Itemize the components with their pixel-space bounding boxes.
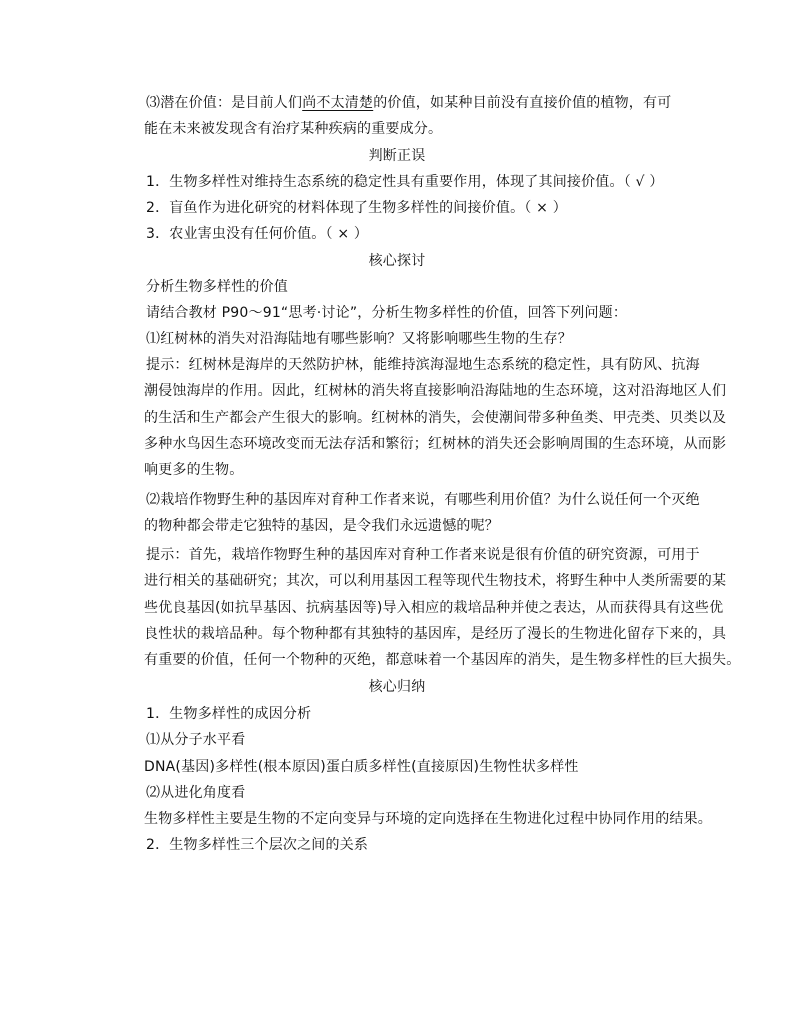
answer-blank: 尚不太清楚 — [302, 95, 374, 111]
explore-topic: 分析生物多样性的价值 — [146, 279, 288, 295]
summary-sub-2: ⑵从进化角度看 — [146, 785, 246, 801]
answer-2-line-1: 提示：首先，栽培作物野生种的基因库对育种工作者来说是很有价值的研究资源，可用于 — [146, 547, 700, 563]
potential-value-line-2: 能在未来被发现含有治疗某种疾病的重要成分。 — [144, 121, 443, 137]
evolution-statement: 生物多样性主要是生物的不定向变异与环境的定向选择在生物进化过程中协同作用的结果。 — [144, 811, 712, 827]
judge-item-3: 3．农业害虫没有任何价值。（ × ） — [146, 226, 369, 242]
summary-heading: 核心归纳 — [368, 679, 426, 695]
potential-value-line-1 — [146, 93, 671, 113]
question-2-line-1: ⑵栽培作物野生种的基因库对育种工作者来说，有哪些利用价值？为什么说任何一个灭绝 — [146, 492, 700, 508]
answer-1-line-2: 潮侵蚀海岸的作用。因此，红树林的消失将直接影响沿海陆地的生态环境，这对沿海地区人们 — [144, 383, 727, 399]
potential-value-prefix: ⑶潜在价值：是目前人们 — [146, 95, 303, 111]
judge-item-2: 2．盲鱼作为进化研究的材料体现了生物多样性的间接价值。（ × ） — [146, 200, 567, 216]
answer-1-line-5: 响更多的生物。 — [144, 462, 244, 478]
summary-sub-1: ⑴从分子水平看 — [146, 732, 246, 748]
explore-intro: 请结合教材 P90～91“思考·讨论”，分析生物多样性的价值，回答下列问题： — [146, 305, 628, 321]
question-2-line-2: 的物种都会带走它独特的基因，是令我们永远遗憾的呢？ — [144, 518, 499, 534]
question-1: ⑴红树林的消失对沿海陆地有哪些影响？又将影响哪些生物的生存？ — [146, 331, 572, 347]
answer-1-line-3: 的生活和生产都会产生很大的影响。红树林的消失，会使潮间带多种鱼类、甲壳类、贝类以及 — [144, 410, 727, 426]
potential-value-suffix: 的价值，如某种目前没有直接价值的植物，有可 — [373, 95, 672, 111]
molecular-chain: DNA(基因)多样性(根本原因)蛋白质多样性(直接原因)生物性状多样性 — [144, 759, 579, 775]
summary-item-2: 2．生物多样性三个层次之间的关系 — [146, 837, 369, 853]
answer-1-line-1: 提示：红树林是海岸的天然防护林，能维持滨海湿地生态系统的稳定性，具有防风、抗海 — [146, 357, 700, 373]
answer-2-line-4: 良性状的栽培品种。每个物种都有其独特的基因库，是经历了漫长的生物进化留存下来的，具 — [144, 626, 727, 642]
judge-heading: 判断正误 — [368, 148, 426, 164]
answer-2-line-5: 有重要的价值，任何一个物种的灭绝，都意味着一个基因库的消失，是生物多样性的巨大损失。 — [144, 652, 741, 668]
summary-item-1: 1．生物多样性的成因分析 — [146, 706, 312, 722]
judge-item-1: 1．生物多样性对维持生态系统的稳定性具有重要作用，体现了其间接价值。（ √ ） — [146, 174, 664, 190]
explore-heading: 核心探讨 — [368, 253, 426, 269]
answer-2-line-3: 些优良基因(如抗旱基因、抗病基因等)导入相应的栽培品种并使之表达，从而获得具有这些优 — [144, 600, 724, 616]
answer-2-line-2: 进行相关的基础研究；其次，可以利用基因工程等现代生物技术，将野生种中人类所需要的某 — [144, 573, 727, 589]
answer-1-line-4: 多种水鸟因生态环境改变而无法存活和繁衍；红树林的消失还会影响周围的生态环境，从而影 — [144, 436, 727, 452]
